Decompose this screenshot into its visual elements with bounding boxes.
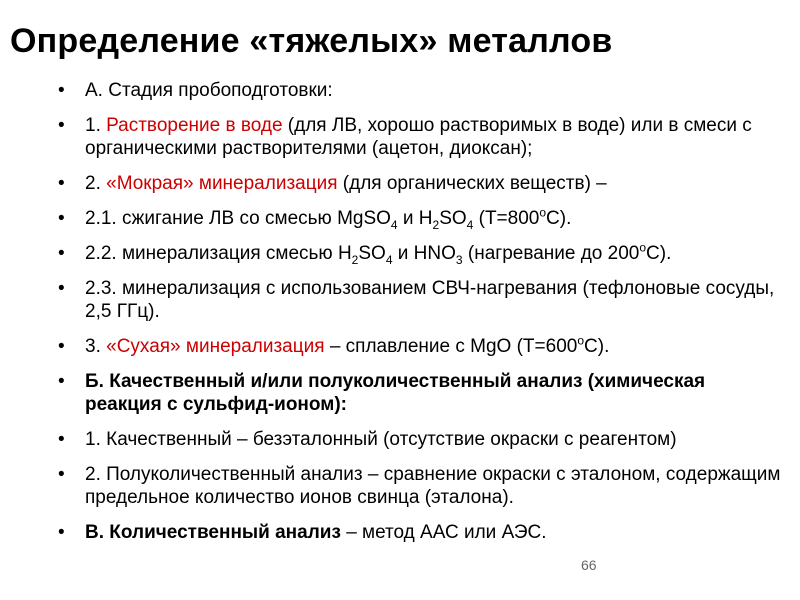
item-text: 2.3. минерализация с использованием СВЧ-нагревания (тефлоновые сосуды, 2,5 ГГц). — [85, 278, 775, 322]
list-item — [58, 79, 783, 102]
highlighted-term: «Сухая» минерализация — [106, 336, 325, 357]
item-text: С). — [646, 243, 672, 264]
bullet-marker: • — [58, 371, 65, 392]
item-text: 3. — [85, 336, 107, 357]
item-text: (Т=800 — [473, 208, 540, 229]
list-item — [58, 335, 783, 358]
item-text: 2 — [351, 252, 359, 267]
list-item — [58, 370, 783, 416]
bullet-list — [58, 79, 783, 556]
item-text: 1. Качественный – безэталонный (отсутствие окраски с реагентом) — [85, 429, 677, 450]
list-item — [58, 114, 783, 160]
item-text: 4 — [390, 217, 398, 232]
item-text: 4 — [466, 217, 474, 232]
item-text: и HNO — [392, 243, 456, 264]
bullet-marker: • — [58, 522, 65, 543]
list-item — [58, 277, 783, 323]
bullet-marker: • — [58, 243, 65, 264]
item-text: (для органических веществ) – — [337, 173, 607, 194]
bullet-marker: • — [58, 115, 65, 136]
slide-title: Определение «тяжелых» металлов — [10, 22, 613, 60]
item-text: С). — [584, 336, 610, 357]
item-text: о — [577, 333, 585, 348]
list-item — [58, 428, 783, 451]
list-item — [58, 521, 783, 544]
item-text: 3 — [455, 252, 463, 267]
bullet-marker: • — [58, 464, 65, 485]
item-text: В. Количественный анализ — [85, 522, 341, 543]
bullet-marker: • — [58, 80, 65, 101]
item-text: Б. Качественный и/или полуколичественный анализ (химическая реакция с сульфид-ионом): — [85, 371, 706, 415]
item-text: SO — [439, 208, 467, 229]
item-text: – сплавление с MgO (Т=600 — [324, 336, 578, 357]
item-text: – метод ААС или АЭС. — [340, 522, 547, 543]
list-item — [58, 242, 783, 265]
bullet-marker: • — [58, 173, 65, 194]
item-text: и H — [397, 208, 433, 229]
item-text: 2.2. минерализация смесью H — [85, 243, 352, 264]
item-text: 2. Полуколичественный анализ – сравнение окраски с эталоном, содержащим предельное количество ионов свинца (эталона). — [85, 464, 781, 508]
bullet-marker: • — [58, 336, 65, 357]
highlighted-term: «Мокрая» минерализация — [106, 173, 338, 194]
item-text: 1. — [85, 115, 107, 136]
item-text: 2. — [85, 173, 107, 194]
list-item — [58, 172, 783, 195]
item-text: 2.1. сжигание ЛВ со смесью MgSO — [85, 208, 391, 229]
list-item — [58, 207, 783, 230]
item-text: о — [539, 205, 547, 220]
item-text: SO — [358, 243, 386, 264]
bullet-marker: • — [58, 208, 65, 229]
item-text: А. Стадия пробоподготовки: — [85, 80, 333, 101]
item-text: (нагревание до 200 — [462, 243, 640, 264]
bullet-marker: • — [58, 429, 65, 450]
item-text: 4 — [385, 252, 393, 267]
item-text: С). — [546, 208, 572, 229]
item-text: (для ЛВ, хорошо растворимых в воде) или в смеси с органическими растворителями (ацетон, диоксан); — [85, 115, 752, 159]
item-text: 2 — [432, 217, 440, 232]
page-number: 66 — [581, 557, 597, 573]
highlighted-term: Растворение в воде — [106, 115, 283, 136]
list-item — [58, 463, 783, 509]
bullet-marker: • — [58, 278, 65, 299]
item-text: о — [639, 240, 647, 255]
